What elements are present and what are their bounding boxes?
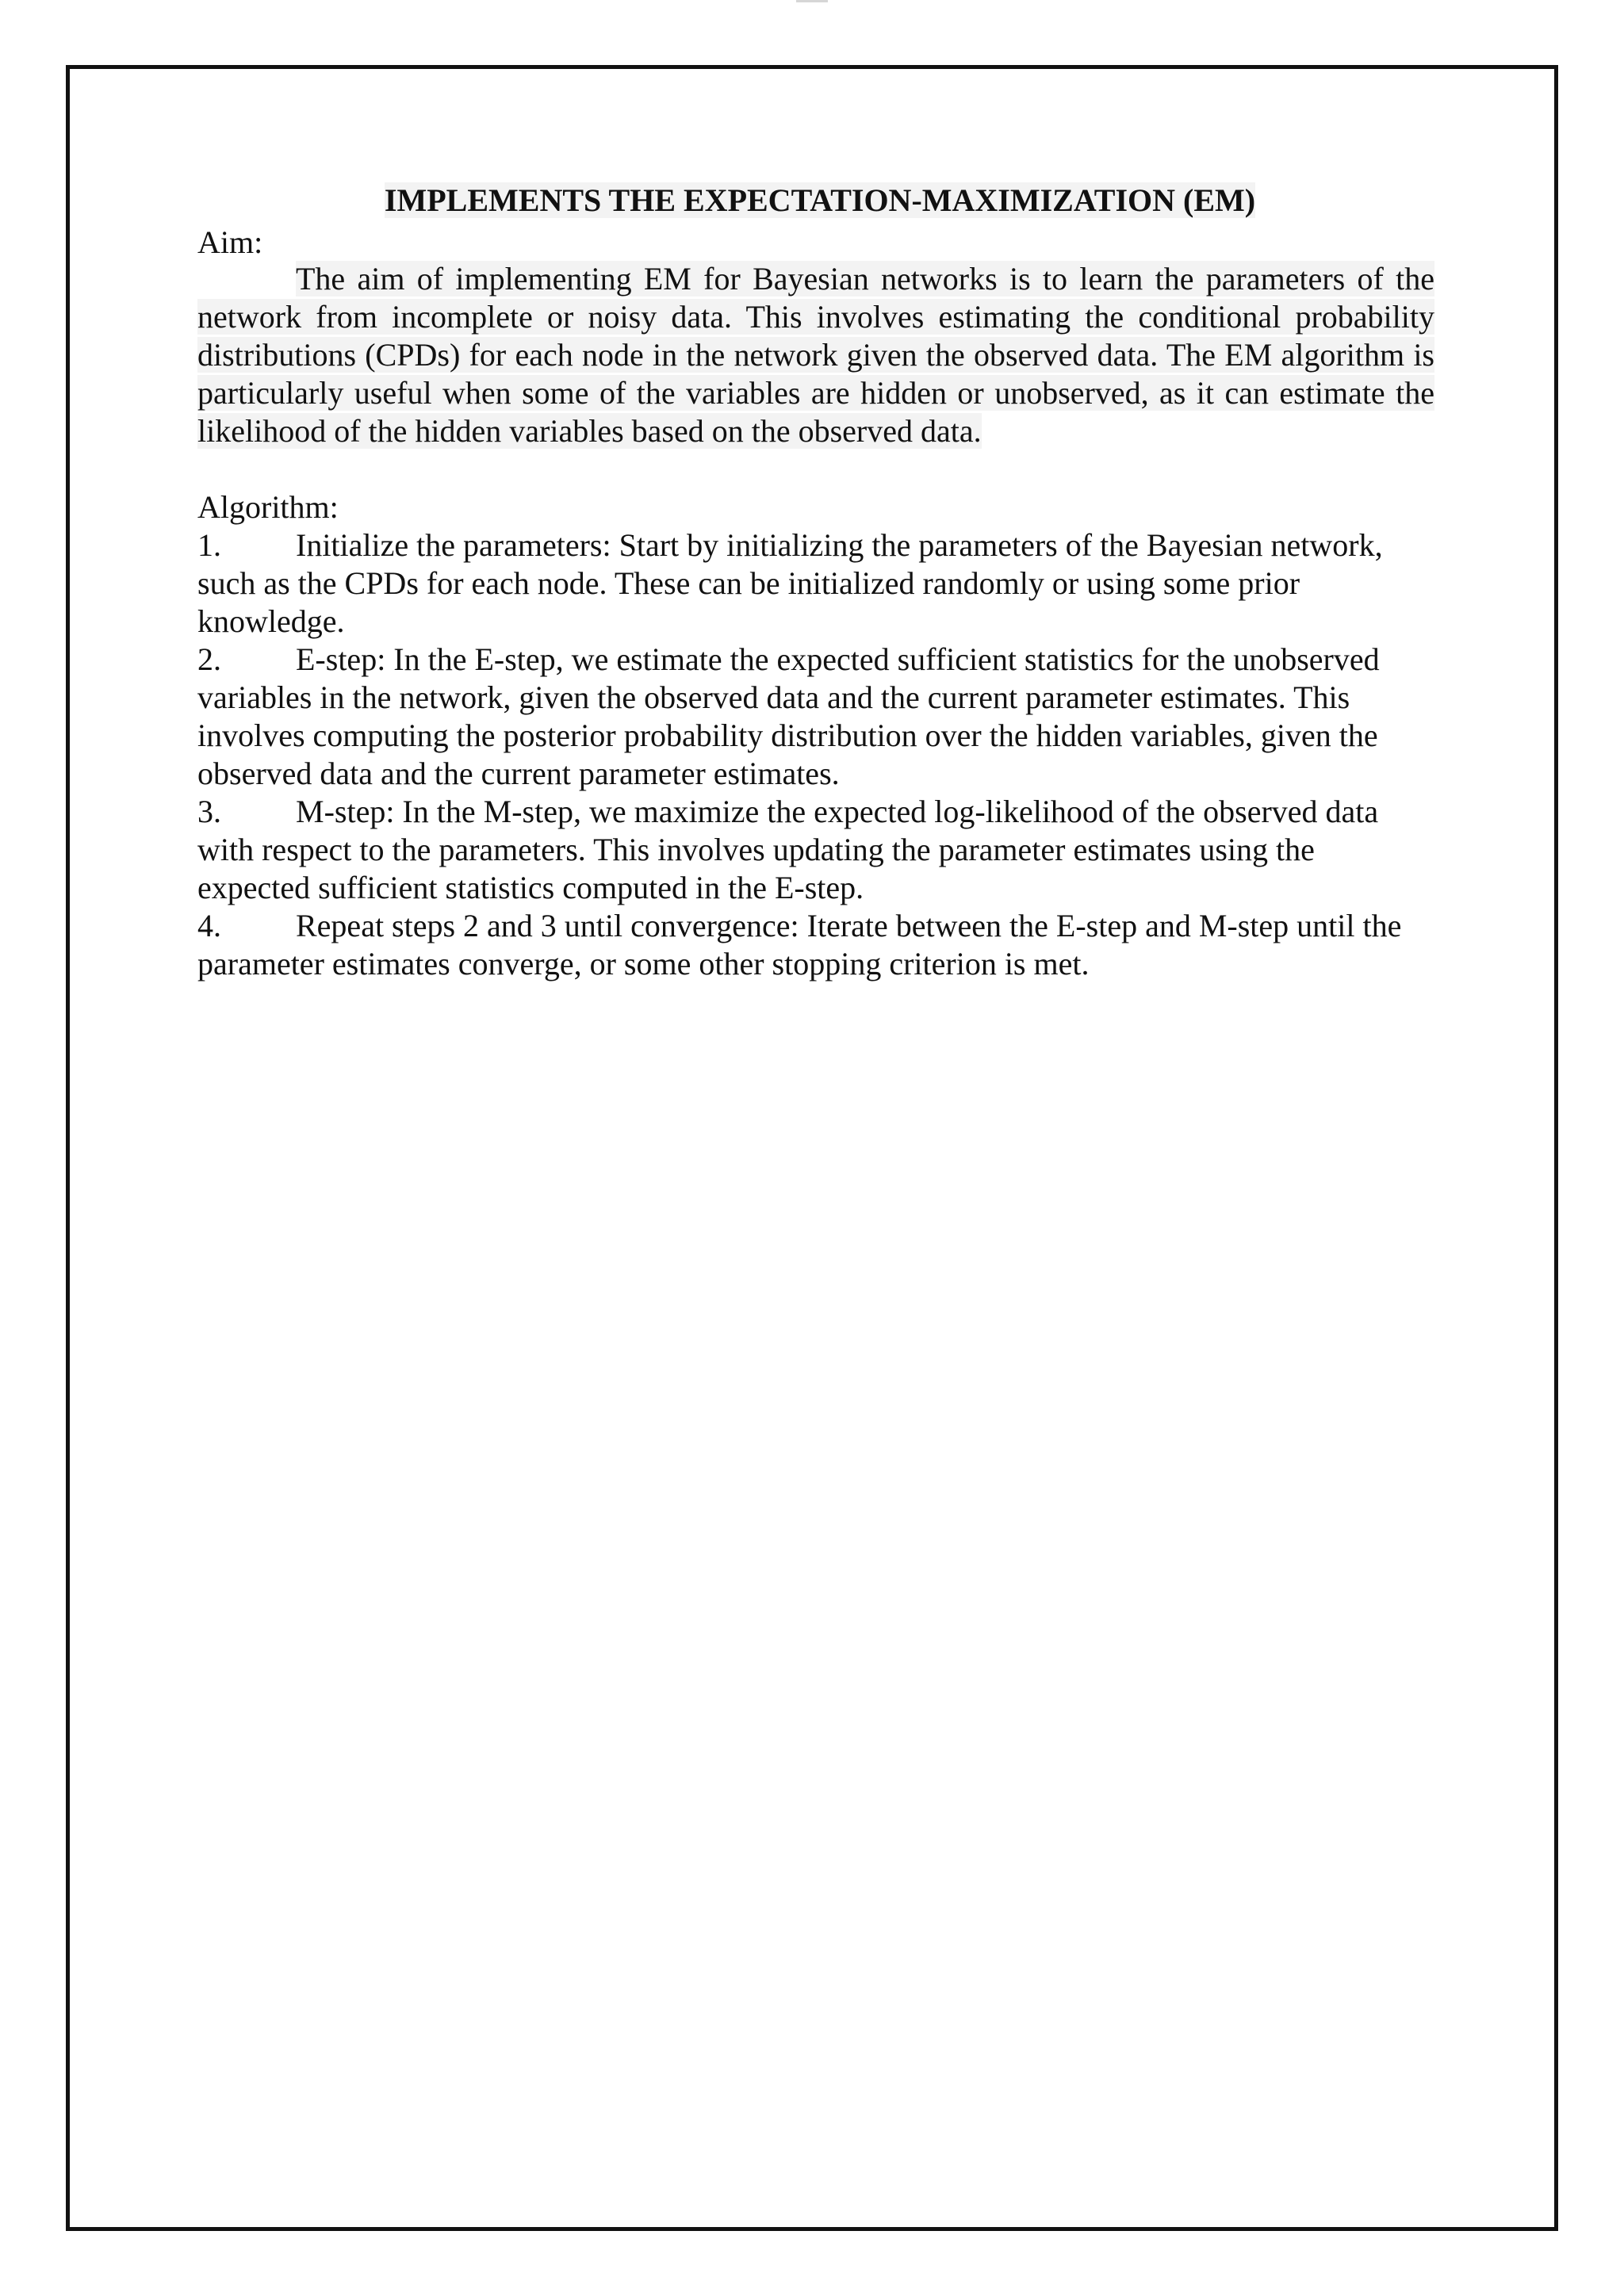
aim-label: Aim: xyxy=(197,224,263,260)
algorithm-label: Algorithm: xyxy=(197,489,339,525)
step-number: 3. xyxy=(197,794,221,829)
document-title xyxy=(197,181,1434,220)
step-text: E-step: In the E-step, we estimate the expected sufficient statistics for the unobserved variables in the network, given the observed data and the current parameter estimates. This involves computing the posterior probability distribution over the hidden variables, given the observed data and the current parameter estimates. xyxy=(197,641,1380,791)
step-text: M-step: In the M-step, we maximize the expected log-likelihood of the observed data with respect to the parameters. This involves updating the parameter estimates using the expected sufficient statistics computed in the E-step. xyxy=(197,794,1379,905)
document-title-text: IMPLEMENTS THE EXPECTATION-MAXIMIZATION (EM) xyxy=(384,182,1256,218)
step-number: 2. xyxy=(197,641,221,677)
header-mark xyxy=(796,0,828,2)
step-number: 1. xyxy=(197,527,221,563)
algorithm-step xyxy=(197,526,1434,641)
step-number: 4. xyxy=(197,908,221,943)
step-text: Initialize the parameters: Start by initializing the parameters of the Bayesian network, such as the CPDs for each node. These can be initialized randomly or using some prior knowledge. xyxy=(197,527,1383,639)
step-text: Repeat steps 2 and 3 until convergence: Iterate between the E-step and M-step until the parameter estimates converge, or some other stopping criterion is met. xyxy=(197,908,1402,982)
document-body xyxy=(197,181,1434,983)
algorithm-step xyxy=(197,641,1434,793)
aim-text: The aim of implementing EM for Bayesian networks is to learn the parameters of the network from incomplete or noisy data. This involves estimating the conditional probability distributions (CPDs) for each node in the network given the observed data. The EM algorithm is particularly useful when some of the variables are hidden or unobserved, as it can estimate the likelihood of the hidden variables based on the observed data. xyxy=(197,261,1434,449)
aim-paragraph xyxy=(197,260,1434,450)
algorithm-step xyxy=(197,907,1434,983)
algorithm-step xyxy=(197,793,1434,907)
